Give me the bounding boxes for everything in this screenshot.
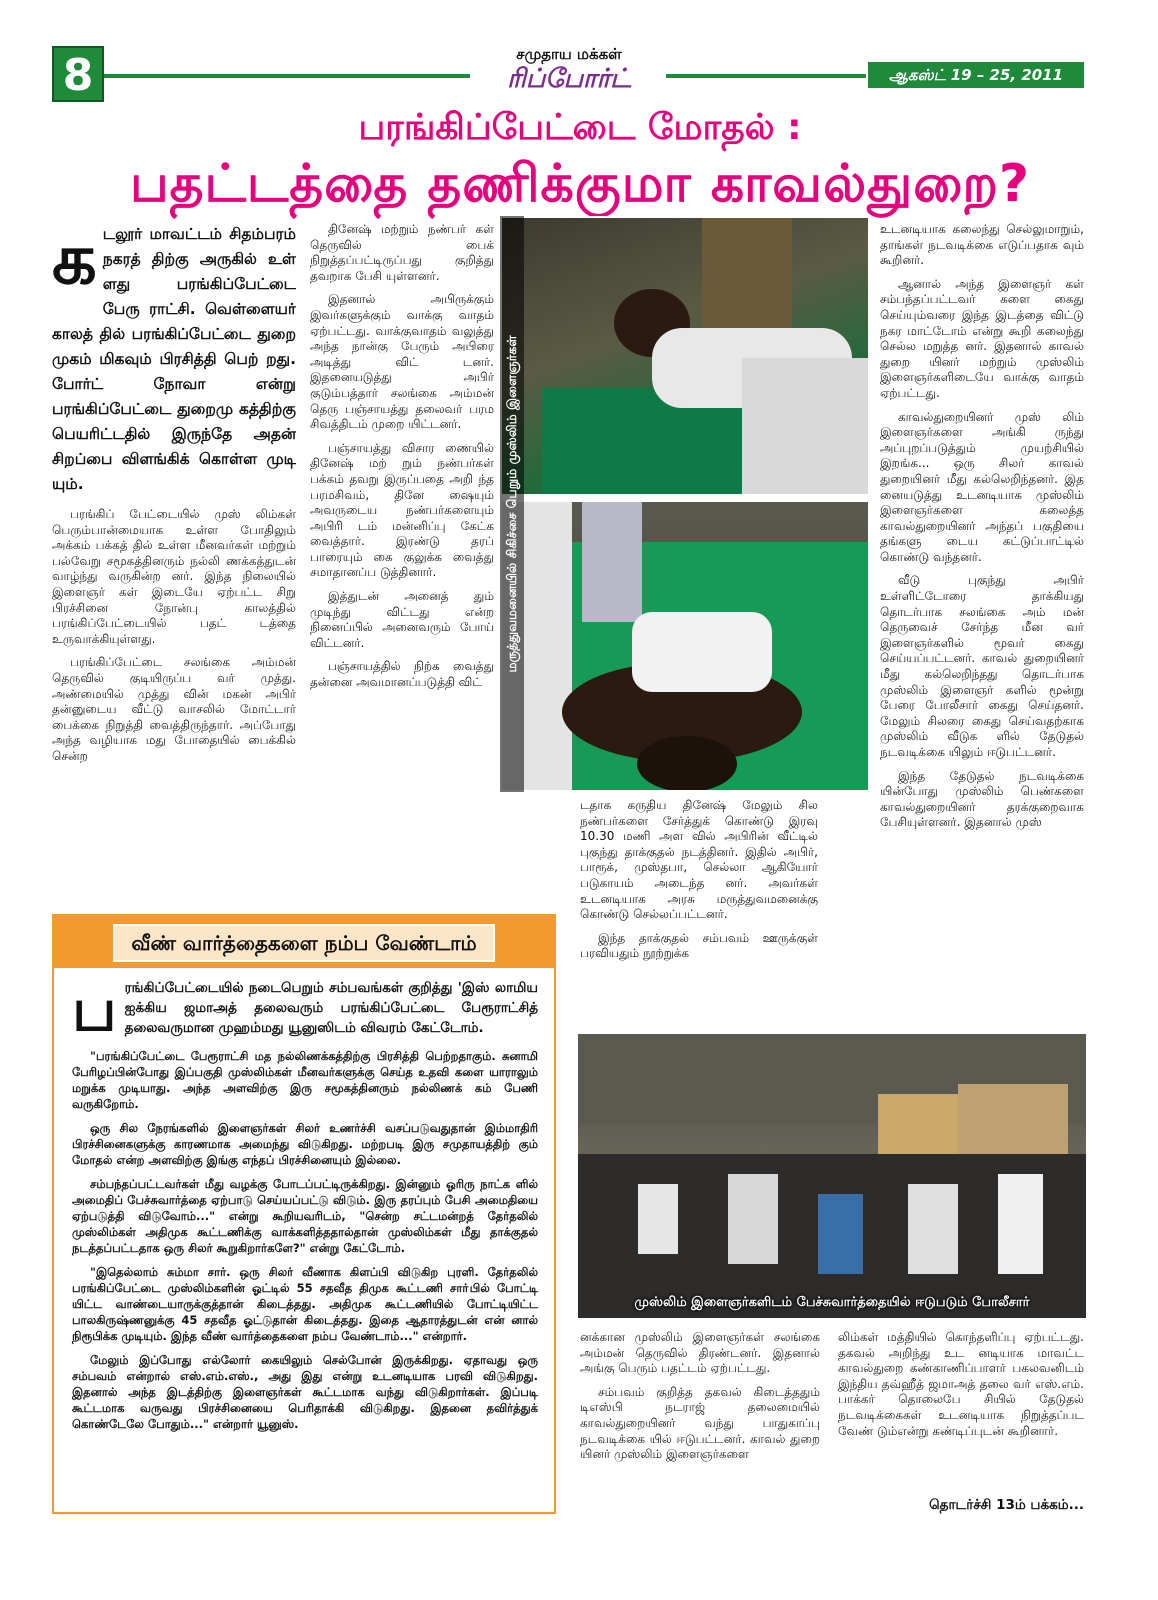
headline-title: பதட்டத்தை தணிக்குமா காவல்துறை? <box>129 154 1031 214</box>
crowd-photo-scene <box>578 1034 1086 1318</box>
sidebar-body <box>54 968 554 1432</box>
hospital-photo-caption-bar <box>500 216 524 792</box>
paragraph: வீடு புகுந்து அபிர் உள்ளிட்டோரை தாக்கியது தொடர்பாக சலங்கை அம் மன் தெருவைச் சேர்ந்த மீன வர் இளைஞர்களில் மூவர் கைது செய்யப்பட்டனர். காவல் துறையினர் மீது கல்லெறிந்தது தொடர்பாக முஸ்லிம் இளைஞர் களில் மூன்று பேரை போலீசார் கைது செய்தனர். மேலும் சிலரை கைது செய்வதற்காக முஸ்லிம் வீடுக ளில் தேடுதல் நடவடிக்கை யிலும் ஈடுபட்டனர். <box>880 573 1084 759</box>
hospital-photo-scene <box>502 218 870 496</box>
article-column-2 <box>310 222 494 902</box>
article-column-5 <box>580 1330 820 1520</box>
sidebar-paragraph: "இதெல்லாம் சும்மா சார். ஒரு சிலர் வீணாக கிளப்பி விடுகிற புரளி. தேர்தலில் பரங்கிப்பேட்டை முஸ்லிம்களின் ஓட்டில் 55 சதவீத திமுக கூட்டணி சாா்பில் போட்டி யிட்ட வாண்டையாருக்குத்தான் கிடைத்தது. அதிமுக கூட்டணியில் போட்டியிட்ட பாலகிருஷ்ணனுக்கு 45 சதவீத ஓட்டுதான் கிடைத்தது. இதை ஆதாரத்துடன் என் னால் நிரூபிக்க முடியும். இந்த வீண் வார்த்தைகளை நம்ப வேண்டாம்..." என்றார். <box>72 1265 538 1343</box>
paragraph: இந்த தாக்குதல் சம்பவம் ஊருக்குள் பரவியதும் நூற்றுக்க <box>580 930 818 961</box>
paragraph: ஆனால் அந்த இளைஞர் கள் சம்பந்தப்பட்டவர் களை கைது செய்யும்வரை இந்த இடத்தை விட்டு நகர மாட்டோம் என்று கூறி கலைந்து செல்ல மறுத்த னர். இதனால் காவல் துறை யினர் மற்றும் முஸ்லிம் இளைஞர்களிடையே வாக்கு வாதம் ஏற்பட்டது. <box>880 276 1084 400</box>
paragraph: இத்துடன் அனைத் தும் முடிந்து விட்டது என்ற நினைப்பில் அனைவரும் போய் விட்டனர். <box>310 589 494 650</box>
masthead-bottom: ரிப்போர்ட் <box>507 64 631 94</box>
paragraph: பரங்கிப்பேட்டை சலங்கை அம்மன் தெருவில் குடியிருப்ப வர் முத்து. அண்மையில் முத்து வின் மகன் அபிர் தன்னுடைய வீட்டு வாசலில் மோட்டார் பைக்கை நிறுத்தி வைத்திருந்தார். அப்போது அந்த வழியாக மது போதையில் பைக்கில் சென்ற <box>52 655 296 763</box>
sidebar-paragraph: ஒரு சில நேரங்களில் இளைஞர்கள் சிலர் உணர்ச்சி வசப்படுவதுதான் இம்மாதிரி பிரச்சினைகளுக்கு காரணமாக அமைந்து விடுகிறது. மற்றபடி இரு சமுதாயத்திற் கும் மோதல் என்ற அளவிற்கு இங்கு எந்தப் பிரச்சினையும் இல்லை. <box>72 1121 538 1167</box>
page-number-box <box>52 46 104 102</box>
header-rule-right <box>666 74 866 78</box>
sidebar-lead <box>72 975 538 1045</box>
paragraph: இதனால் அபிருக்கும் இவர்களுக்கும் வாக்கு வாதம் ஏற்பட்டது. வாக்குவாதம் வலுத்து அந்த நான்கு பேரும் அபிரை அடித்து விட் டனர். இதனையடுத்து அபிர் குடும்பத்தார் சலங்கை அம்மன் தெரு பஞ்சாயத்து தலைவர் பரம சிவத்திடம் முறை யிட்டனர். <box>310 292 494 432</box>
sidebar-lead-text: ரங்கிப்பேட்டையில் நடைபெறும் சம்பவங்கள் குறித்து 'இஸ் லாமிய ஐக்கிய ஜமாஅத் தலைவரும் பரங்கிப்பேட்டை பேரூராட்சித் தலைவருமான முஹம்மது யூனுஸிடம் விவரம் கேட்டோம். <box>124 980 538 1036</box>
crowd-photo-caption: முஸ்லிம் இளைஞர்களிடம் பேச்சுவார்த்தையில் ஈடுபடும் போலீசார் <box>634 1295 1030 1310</box>
article-intro <box>52 222 296 497</box>
issue-date: ஆகஸ்ட் 19 – 25, 2011 <box>888 66 1064 84</box>
sidebar-drop-cap: ப <box>72 975 117 1045</box>
article-column-4 <box>880 222 1084 1026</box>
sidebar-paragraph: சம்பந்தப்பட்டவர்கள் மீது வழக்கு போடப்பட்டிருக்கிறது. இன்னும் ஓரிரு நாட்க ளில் அமைதிப் பேச்சுவார்த்தை ஏற்பாடு செய்யப்பட்டு விடும். இரு தரப்பும் பேசி அமைதியை ஏற்படுத்தி விடுவோம்..." என்று கூறியவரிடம், "சென்ற சட்டமன்றத் தேர்தலில் முஸ்லிம்கள் அதிமுக கூட்டணிக்கு வாக்களித்ததால்தான் முஸ்லிம்கள் மீது தாக்குதல் நடத்தப்பட்டதாக ஒரு சிலர் கூறுகிறார்களே?" என்று கேட்டோம். <box>72 1177 538 1255</box>
date-box <box>868 62 1084 88</box>
article-column-6 <box>838 1330 1084 1490</box>
paragraph: காவல்துறையினர் முஸ் லிம் இளைஞர்களை அங்கி ருந்து அப்புறப்படுத்தும் முயற்சியில் இறங்க... ஒரு சிலர் காவல் துறையினர் மீது கல்லெறிந்தனர். இத னையடுத்து உடனடியாக முஸ்லிம் இளைஞர்களை கலைத்த காவல்துறையினர் அந்தப் பகுதியை தங்களு டைய கட்டுப்பாட்டில் கொண்டு வந்தனர். <box>880 409 1084 564</box>
masthead <box>474 44 664 100</box>
paragraph: சம்பவம் குறித்த தகவல் கிடைத்ததும் டிஎஸ்பி நடராஜ் தலைமையில் காவல்துறையினர் வந்து பாதுகாப்பு நடவடிக்கை யில் ஈடுபட்டனர். காவல் துறை யினர் முஸ்லிம் இளைஞர்களை <box>580 1384 820 1462</box>
article-column-3 <box>580 798 818 1026</box>
article-column-1 <box>52 222 296 902</box>
paragraph: உடனடியாக கலைந்து செல்லுமாறும், தாங்கள் நடவடிக்கை எடுப்பதாக வும் கூறினர். <box>880 222 1084 268</box>
crowd-photo <box>578 1034 1086 1318</box>
continued-note: தொடர்ச்சி 13ம் பக்கம்... <box>929 1497 1084 1513</box>
sidebar-title-bar <box>54 916 554 968</box>
masthead-top: சமுதாய மக்கள் <box>516 45 622 63</box>
sidebar-box <box>52 914 556 1514</box>
sidebar-paragraph: "பரங்கிப்பேட்டை பேரூராட்சி மத நல்லிணக்கத்திற்கு பிரசித்தி பெற்றதாகும். சுனாமி பேரிழப்பின்போது இப்பகுதி முஸ்லிம்கள் மீனவர்களுக்கு செய்த உதவி களை யாராலும் மறுக்க முடியாது. அந்த அளவிற்கு இரு சமூகத்தினரும் நல்லிணக் கம் பேணி வருகிறோம். <box>72 1049 538 1111</box>
header-rule-left <box>104 74 470 78</box>
hospital-photo-2 <box>500 500 870 792</box>
sidebar-paragraph: மேலும் இப்போது எல்லோர் கையிலும் செல்போன் இருக்கிறது. ஏதாவது ஒரு சம்பவம் என்றால் எஸ்.எம்.எஸ்., அது இது என்று உடனடியாக பரவி விடுகிறது. இதனால் அந்த இடத்திற்கு இளைஞர்கள் கூட்டமாக வந்து விடுகிறார்கள். இப்படி கூட்டமாக வருவது பிரச்சினையை பெரிதாக்கி விடுகிறது. இதனை தவிர்த்துக் கொண்டேலே போதும்..." என்றார் யூனுஸ். <box>72 1353 538 1431</box>
hospital-photo-2-scene <box>502 502 870 792</box>
paragraph: பஞ்சாயத்தில் நிற்க வைத்து தன்னை அவமானப்படுத்தி விட் <box>310 659 494 690</box>
page-number: 8 <box>62 50 94 101</box>
headline-kicker: பரங்கிப்பேட்டை மோதல் : <box>358 107 802 148</box>
drop-cap: க <box>52 222 97 300</box>
paragraph: தினேஷ் மற்றும் நண்பர் கள் தெருவில் பைக் நிறுத்தப்பட்டிருப்பது குறித்து தவறாக பேசி யுள்ளனர். <box>310 222 494 283</box>
sidebar-title: வீண் வார்த்தைகளை நம்ப வேண்டாம் <box>113 924 494 962</box>
hospital-photo <box>500 216 870 496</box>
paragraph: பரங்கிப் பேட்டையில் முஸ் லிம்கள் பெரும்பான்மையாக உள்ள போதிலும் அக்கம் பக்கத் தில் உள்ள மீனவர்கள் மற்றும் பல்வேறு சமூகத்தினரும் நல்லி ணக்கத்துடன் வாழ்ந்து வருகின்ற னர். இந்த நிலையில் இளைஞர் கள் இடையே ஏற்பட்ட சிறு பிரச்சினை நோன்பு காலத்தில் பரங்கிப்பேட்டையில் பதட் டத்தை உருவாக்கியுள்ளது. <box>52 507 296 646</box>
paragraph: இந்த தேடுதல் நடவடிக்கை யின்போது முஸ்லிம் பெண்களை காவல்துறையினர் தரக்குறைவாக பேசியுள்ளனர். இதனால் முஸ் <box>880 768 1084 830</box>
intro-rest: ளது பரங்கிப்பேட்டை பேரு ராட்சி. வெள்ளையர் காலத் தில் பரங்கிப்பேட்டை துறை முகம் மிகவும் பிரசித்தி பெற் றது. போர்ட் நோவா என்று பரங்கிப்பேட்டை துறைமு கத்திற்கு பெயரிட்டதில் இருந்தே அதன் சிறப்பை விளங்கிக் கொள்ள முடி யும். <box>52 275 296 493</box>
paragraph: டதாக கருதிய தினேஷ் மேலும் சில நண்பர்களை சேர்த்துக் கொண்டு இரவு 10.30 மணி அள வில் அபிரின் வீட்டில் புகுந்து தாக்குதல் நடத்தினர். இதில் அபிர், பாரூக், முஸ்தபா, செல்லா ஆகியோர் படுகாயம் அடைந்த னர். அவர்கள் உடனடியாக அரசு மருத்துவமனைக்கு கொண்டு செல்லப்பட்டனர். <box>580 798 818 922</box>
hospital-photo-caption: மருத்துவமனையில் சிகிச்சை பெறும் முஸ்லிம் இளைஞர்கள் <box>504 335 519 673</box>
intro-first: டலூர் மாவட்டம் சிதம்பரம் நகரத் திற்கு அருகில் உள் <box>102 225 296 268</box>
paragraph: லிம்கள் மத்தியில் கொந்தளிப்பு ஏற்பட்டது. தகவல் அறிந்து உட னடியாக மாவட்ட காவல்துறை கண்காணிப்பாளர் பகலவனிடம் இந்திய தவ்ஹீத் ஜமாஅத் தலை வர் எஸ்.எம். பாக்கர் தொலைபே சியில் தேடுதல் நடவடிக்கைகள் உடனடியாக நிறுத்தப்பட வேண் டும்என்று கண்டிப்புடன் கூறினார். <box>838 1330 1084 1438</box>
paragraph: பஞ்சாயத்து விசார ணையில் தினேஷ் மற் றும் நண்பர்கள் பக்கம் தவறு இருப்பதை அறி ந்த பரமசிவம், தினே ஷையும் அவருடைய நண்பர்களையும் அபிரி டம் மன்னிப்பு கேட்க வைத்தார். இரண்டு தரப் பாரையும் கை குலுக்க வைத்து சமாதானப்ப டுத்தினார். <box>310 440 494 580</box>
paragraph: னக்கான முஸ்லிம் இளைஞர்கள் சலங்கை அம்மன் தெருவில் திரண்டனர். இதனால் அங்கு பெரும் பதட்டம் ஏற்பட்டது. <box>580 1330 820 1376</box>
